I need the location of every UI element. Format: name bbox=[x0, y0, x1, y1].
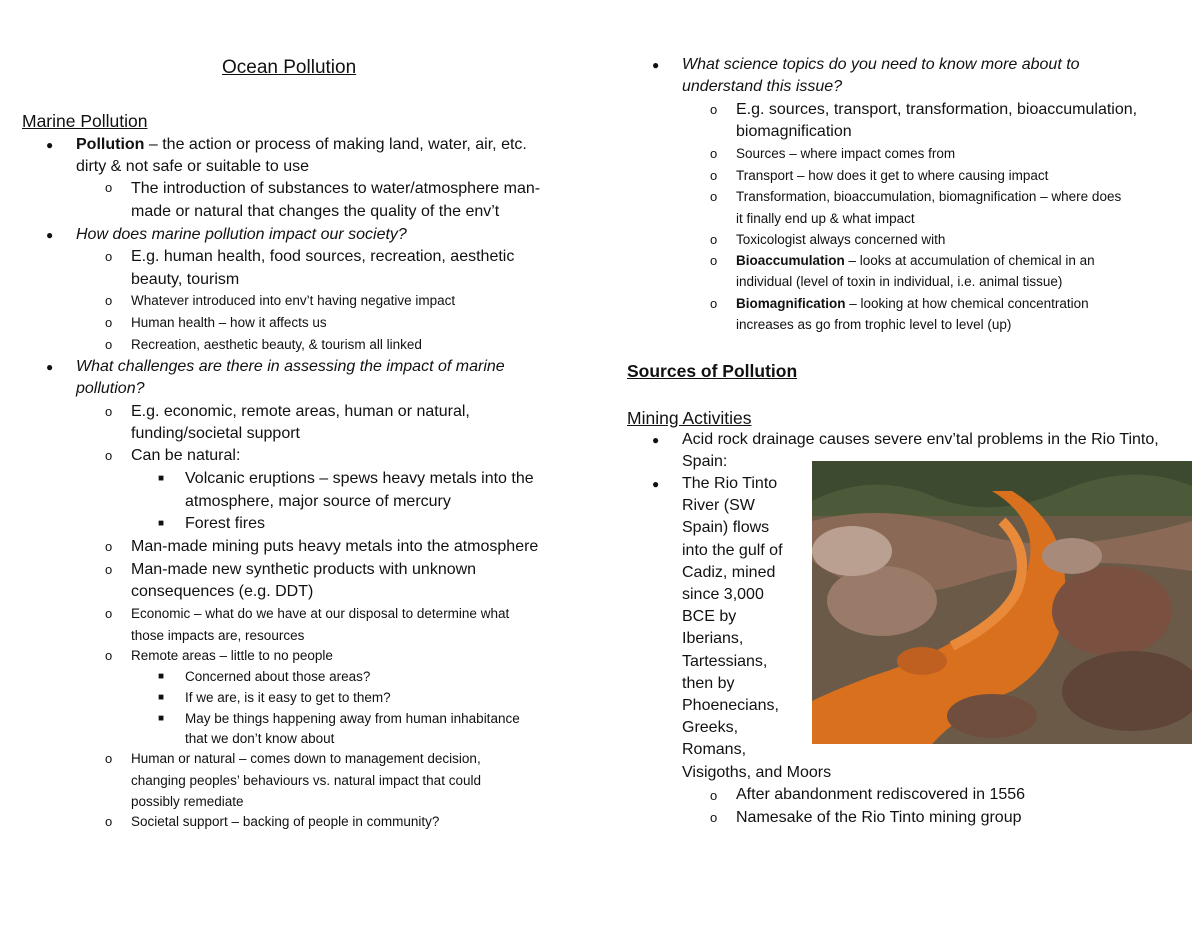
list-item-cont: Spain: bbox=[682, 453, 728, 470]
rio-tinto-line: Phoenecians, bbox=[682, 697, 779, 714]
list-item-cont: beauty, tourism bbox=[131, 271, 240, 288]
list-item: Toxicologist always concerned with bbox=[736, 232, 946, 247]
list-item-cont: possibly remediate bbox=[131, 794, 244, 809]
bullet-glyph: ● bbox=[46, 138, 54, 152]
circle-glyph: o bbox=[710, 253, 718, 268]
list-item: Can be natural: bbox=[131, 447, 241, 464]
question-2: What challenges are there in assessing the impact of marine bbox=[76, 358, 505, 375]
bioaccumulation-term: Bioaccumulation bbox=[736, 253, 845, 268]
rio-tinto-photo bbox=[812, 461, 1192, 744]
subheading-mining: Mining Activities bbox=[627, 408, 752, 428]
circle-glyph: o bbox=[105, 180, 113, 195]
list-item: Economic – what do we have at our disposal to determine what bbox=[131, 606, 510, 621]
bullet-glyph: ● bbox=[652, 433, 660, 447]
list-item: Forest fires bbox=[185, 515, 266, 532]
section-heading-marine-pollution: Marine Pollution bbox=[22, 111, 148, 131]
circle-glyph: o bbox=[105, 814, 113, 829]
rio-tinto-line: Greeks, bbox=[682, 719, 739, 737]
list-item: E.g. economic, remote areas, human or natural, bbox=[131, 403, 470, 420]
biomagnification-text: – looking at how chemical concentration bbox=[845, 296, 1089, 311]
circle-glyph: o bbox=[105, 293, 113, 308]
rio-tinto-line: River (SW bbox=[682, 497, 755, 515]
list-item-cont: it finally end up & what impact bbox=[736, 211, 915, 226]
list-item: Acid rock drainage causes severe env’tal problems in the Rio Tinto, bbox=[682, 431, 1159, 448]
list-item-cont: that we don’t know about bbox=[185, 731, 335, 746]
circle-glyph: o bbox=[105, 562, 113, 577]
rio-tinto-line: Tartessians, bbox=[682, 652, 768, 670]
list-item-cont: made or natural that changes the quality of the env’t bbox=[131, 203, 500, 220]
circle-glyph: o bbox=[105, 249, 113, 264]
list-item-cont: consequences (e.g. DDT) bbox=[131, 583, 314, 600]
question-1: How does marine pollution impact our society? bbox=[76, 226, 407, 243]
square-glyph: ■ bbox=[158, 518, 165, 529]
pollution-definition-cont: dirty & not safe or suitable to use bbox=[76, 158, 310, 175]
list-item: After abandonment rediscovered in 1556 bbox=[736, 786, 1026, 803]
list-item bbox=[736, 253, 1095, 268]
list-item: Societal support – backing of people in community? bbox=[131, 814, 440, 829]
rio-tinto-line: Visigoths, and Moors bbox=[682, 763, 832, 781]
circle-glyph: o bbox=[710, 189, 718, 204]
circle-glyph: o bbox=[710, 168, 718, 183]
list-item: Man-made new synthetic products with unknown bbox=[131, 561, 477, 578]
list-item: Transport – how does it get to where causing impact bbox=[736, 168, 1049, 183]
square-glyph: ■ bbox=[158, 473, 165, 484]
square-glyph: ■ bbox=[158, 671, 165, 682]
rio-tinto-line: into the gulf of bbox=[682, 541, 783, 559]
list-item: If we are, is it easy to get to them? bbox=[185, 690, 391, 705]
bullet-glyph: ● bbox=[652, 58, 660, 72]
circle-glyph: o bbox=[710, 146, 718, 161]
rio-tinto-line: Romans, bbox=[682, 741, 747, 759]
list-item-cont: atmosphere, major source of mercury bbox=[185, 493, 451, 510]
circle-glyph: o bbox=[105, 315, 113, 330]
circle-glyph: o bbox=[105, 337, 113, 352]
rio-tinto-line: since 3,000 bbox=[682, 586, 764, 603]
list-item: Concerned about those areas? bbox=[185, 669, 371, 684]
rio-tinto-line: Spain) flows bbox=[682, 519, 770, 537]
question-3-cont: understand this issue? bbox=[682, 78, 843, 95]
list-item-cont: biomagnification bbox=[736, 123, 852, 140]
bullet-glyph: ● bbox=[46, 360, 54, 374]
pollution-definition-text: – the action or process of making land, water, air, etc. bbox=[144, 136, 527, 153]
bullet-glyph: ● bbox=[652, 477, 660, 491]
circle-glyph: o bbox=[710, 102, 718, 117]
list-item: Transformation, bioaccumulation, biomagnification – where does bbox=[736, 189, 1122, 204]
list-item: Whatever introduced into env’t having negative impact bbox=[131, 293, 456, 308]
circle-glyph: o bbox=[105, 539, 113, 554]
list-item bbox=[736, 296, 1089, 311]
circle-glyph: o bbox=[105, 606, 113, 621]
list-item: E.g. sources, transport, transformation, bioaccumulation, bbox=[736, 101, 1138, 118]
page-title: Ocean Pollution bbox=[222, 57, 357, 78]
list-item-cont: those impacts are, resources bbox=[131, 628, 305, 643]
rio-tinto-line: Iberians, bbox=[682, 630, 744, 648]
circle-glyph: o bbox=[710, 788, 718, 803]
circle-glyph: o bbox=[710, 296, 718, 311]
circle-glyph: o bbox=[105, 448, 113, 463]
pollution-term: Pollution bbox=[76, 136, 145, 153]
rio-tinto-line: BCE by bbox=[682, 608, 737, 626]
list-item: Man-made mining puts heavy metals into the atmosphere bbox=[131, 538, 539, 555]
circle-glyph: o bbox=[710, 232, 718, 247]
pollution-definition bbox=[76, 136, 527, 154]
list-item-cont: funding/societal support bbox=[131, 425, 300, 442]
list-item: Namesake of the Rio Tinto mining group bbox=[736, 809, 1022, 826]
biomagnification-term: Biomagnification bbox=[736, 296, 846, 311]
list-item: May be things happening away from human inhabitance bbox=[185, 711, 520, 726]
list-item: Human health – how it affects us bbox=[131, 315, 327, 330]
list-item: Remote areas – little to no people bbox=[131, 648, 333, 663]
circle-glyph: o bbox=[105, 648, 113, 663]
bioaccumulation-text: – looks at accumulation of chemical in an bbox=[844, 253, 1095, 268]
rio-tinto-line: then by bbox=[682, 674, 735, 692]
rio-tinto-line: Cadiz, mined bbox=[682, 563, 776, 581]
list-item: Recreation, aesthetic beauty, & tourism all linked bbox=[131, 337, 422, 352]
list-item-cont: increases as go from trophic level to level (up) bbox=[736, 317, 1012, 332]
rio-tinto-line: The Rio Tinto bbox=[682, 475, 778, 492]
list-item: Human or natural – comes down to management decision, bbox=[131, 751, 481, 766]
question-3: What science topics do you need to know more about to bbox=[682, 56, 1080, 73]
question-2-cont: pollution? bbox=[76, 380, 145, 397]
list-item: Sources – where impact comes from bbox=[736, 146, 956, 161]
circle-glyph: o bbox=[710, 810, 718, 825]
bullet-glyph: ● bbox=[46, 228, 54, 242]
square-glyph: ■ bbox=[158, 713, 165, 724]
list-item-cont: changing peoples’ behaviours vs. natural impact that could bbox=[131, 773, 481, 788]
section-heading-sources: Sources of Pollution bbox=[627, 361, 798, 381]
list-item: The introduction of substances to water/atmosphere man- bbox=[131, 180, 541, 197]
circle-glyph: o bbox=[105, 404, 113, 419]
square-glyph: ■ bbox=[158, 692, 165, 703]
circle-glyph: o bbox=[105, 751, 113, 766]
list-item-cont: individual (level of toxin in individual, i.e. animal tissue) bbox=[736, 274, 1063, 289]
list-item: Volcanic eruptions – spews heavy metals into the bbox=[185, 470, 534, 487]
list-item: E.g. human health, food sources, recreation, aesthetic bbox=[131, 248, 515, 265]
